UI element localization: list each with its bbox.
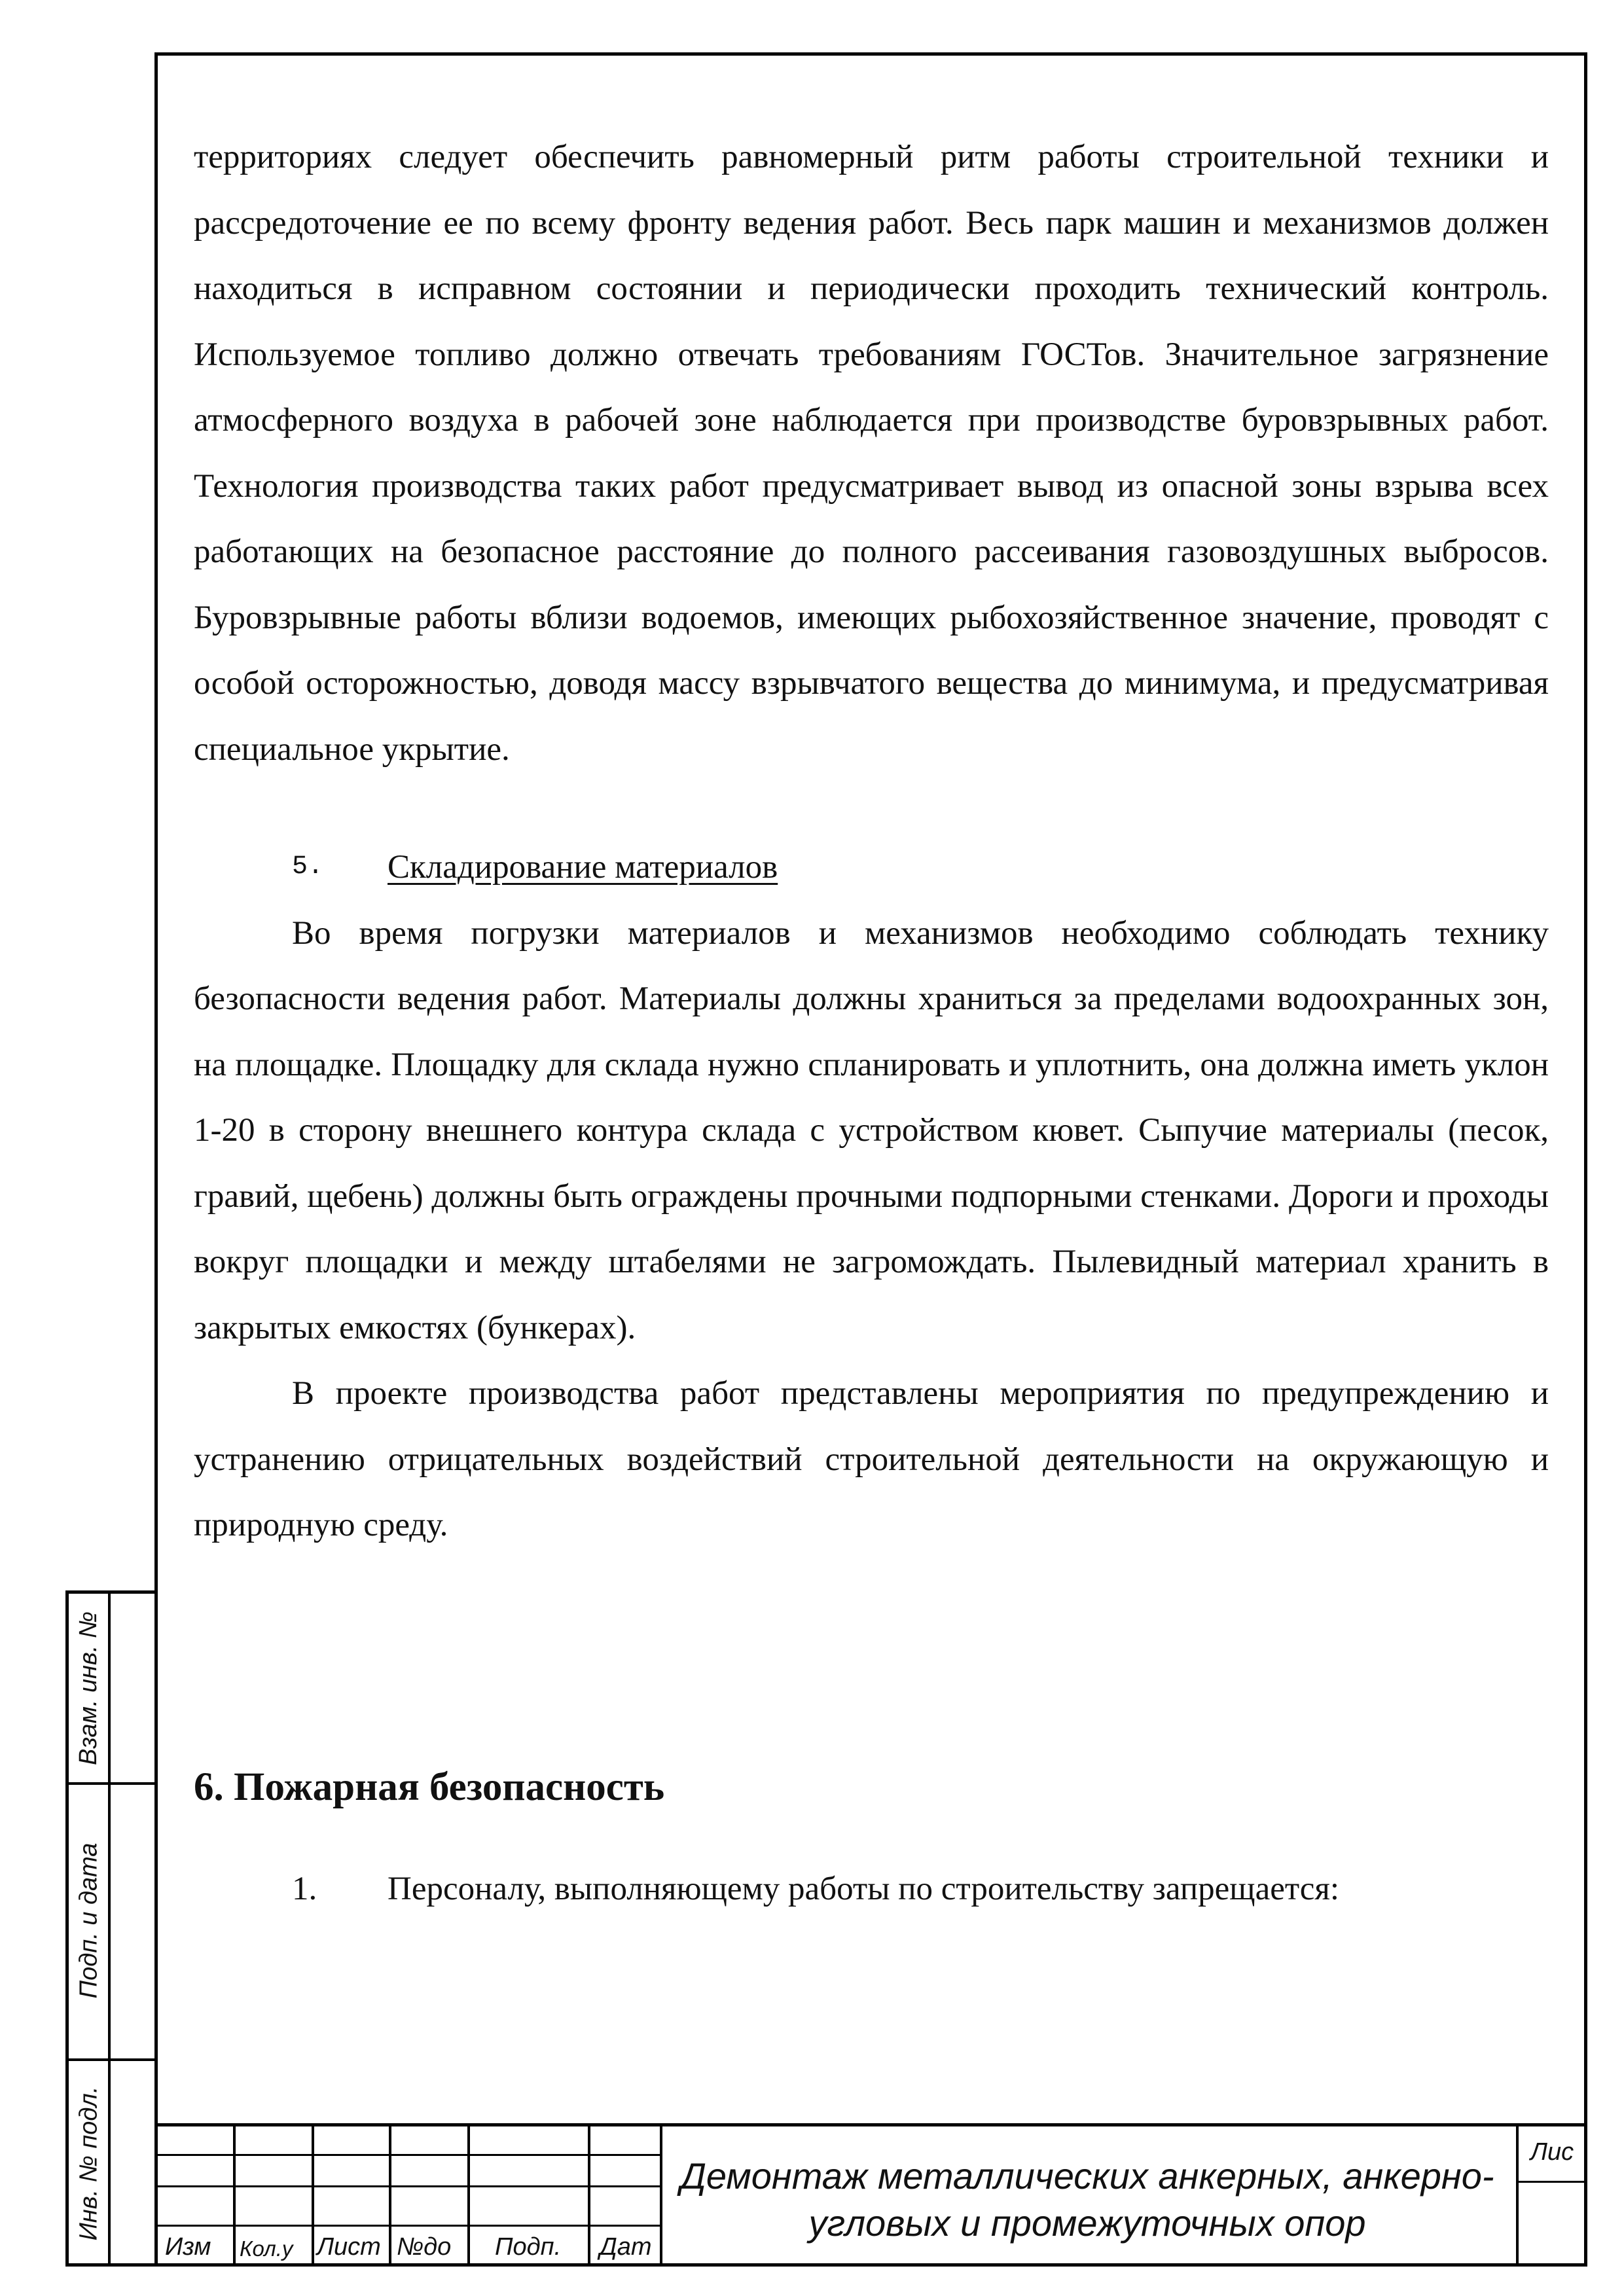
list-item-number: 1.	[292, 1870, 317, 1907]
col-date: Дат	[600, 2233, 652, 2261]
document-title: Демонтаж металлических анкерных, анкерно-угловых и промежуточных опор	[680, 2155, 1494, 2244]
section-5-title: Складирование материалов	[388, 849, 778, 886]
sidebar-stamp	[65, 1590, 154, 2267]
sheet-label: Лис	[1530, 2138, 1574, 2166]
section-6-heading: 6. Пожарная безопасность	[194, 1765, 665, 1809]
col-ndoc: №до	[397, 2233, 452, 2261]
paragraph-3: В проекте производства работ представлены мероприятия по предупреждению и устранению отрицательных воздействий строительной деятельности на окружающую и природную среду.	[194, 1375, 1549, 1543]
document-body	[194, 124, 1549, 1922]
sidebar-label-inventory: Инв. № подл.	[75, 2086, 103, 2240]
paragraph-1: территориях следует обеспечить равномерный ритм работы строительной техники и рассредоточение ее по всему фронту ведения работ. Весь парк машин и механизмов должен находиться в исправном состоянии и периодически проходить технический контроль. Используемое топливо должно отвечать требованиям ГОСТов. Значительное загрязнение атмосферного воздуха в рабочей зоне наблюдается при производстве буровзрывных работ. Технология производства таких работ предусматривает вывод из опасной зоны взрыва всех работающих на безопасное расстояние до полного рассеивания газовоздушных выбросов. Буровзрывные работы вблизи водоемов, имеющих рыбохозяйственное значение, проводят с особой осторожностью, доводя массу взрывчатого вещества до минимума, и предусматривая специальное укрытие.	[194, 139, 1549, 768]
paragraph-2: Во время погрузки материалов и механизмов необходимо соблюдать технику безопасности ведения работ. Материалы должны храниться за пределами водоохранных зон, на площадке. Площадку для склада нужно спланировать и уплотнить, она должна иметь уклон 1-20 в сторону внешнего контура склада с устройством кювет. Сыпучие материалы (песок, гравий, щебень) должны быть ограждены прочными подпорными стенками. Дороги и проходы вокруг площадки и между штабелями не загромождать. Пылевидный материал хранить в закрытых емкостях (бункерах).	[194, 914, 1549, 1346]
col-izm: Изм	[165, 2233, 211, 2261]
col-podp: Подп.	[495, 2233, 562, 2261]
col-kol: Кол.у	[240, 2236, 293, 2261]
sidebar-label-signature-date: Подп. и дата	[75, 1842, 103, 1998]
list-item-text: Персоналу, выполняющему работы по строительству запрещается:	[388, 1870, 1340, 1907]
section-5-number: 5.	[292, 852, 324, 882]
col-list: Лист	[317, 2233, 381, 2261]
section-5-heading	[194, 834, 1549, 901]
list-item	[194, 1856, 1549, 1922]
title-block	[154, 2123, 1587, 2267]
sidebar-label-replacement: Взам. инв. №	[75, 1611, 103, 1765]
